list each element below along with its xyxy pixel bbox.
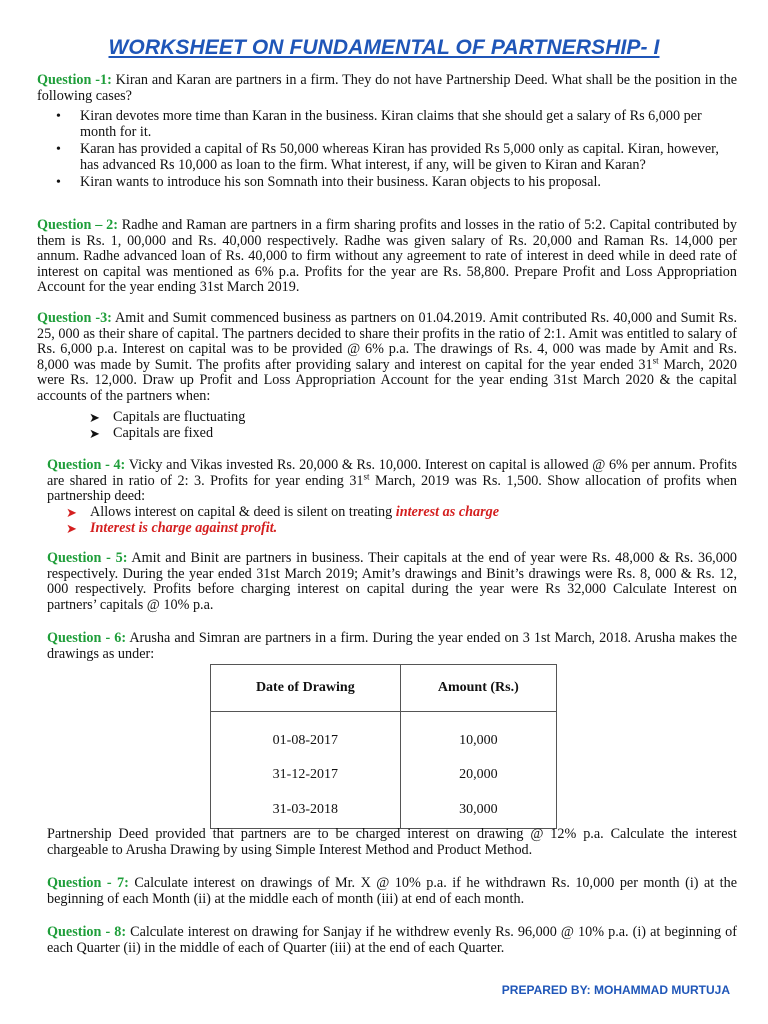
- question-3-text-a: Amit and Sumit commenced business as partners on 01.04.2019. Amit contributed Rs. 40,000 and Sumit Rs. 25, 000 as their share of capital. The partners decided to share their profits in the ratio of 2:1. Amit was entitled to salary of Rs. 6,000 p.a. Interest on capital was to be provided @ 6% p.a. The drawings of Rs. 4, 000 was made by Amit and Rs. 8,000 was made by Sumit. The profits after providing salary and interest on capital for the year ended 31: [37, 310, 737, 373]
- question-5-label: Question - 5:: [47, 550, 128, 566]
- question-2-label: Question – 2:: [37, 217, 118, 233]
- question-7-text: Calculate interest on drawings of Mr. X @ 10% p.a. if he withdrawn Rs. 10,000 per month (i) at the beginning of each Month (ii) at the middle each of month (iii) at end of each month.: [47, 875, 738, 907]
- question-2-text: Radhe and Raman are partners in a firm sharing profits and losses in the ratio of 5:2. Capital contributed by them is Rs. 1, 00,000 and Rs. 40,000 respectively. Radhe was given salary of Rs. 20,000 and Raman Rs. 14,000 per annum. Radhe advanced loan of Rs. 40,000 to firm without any agreement to rate of interest in deed while in deed rate of interest on capital was mentioned as 6% p.a. Profits for the year are Rs. 58,800. Prepare Profit and Loss Appropriation Account for the year ending 31st March 2019.: [37, 217, 738, 296]
- question-7-label: Question - 7:: [47, 875, 129, 891]
- question-3-sup: st: [652, 355, 659, 366]
- question-4-sup: st: [363, 470, 370, 481]
- list-item: [66, 519, 499, 537]
- arrow-icon: ➤: [89, 425, 100, 441]
- question-5-text: Amit and Binit are partners in business. Their capitals at the end of year were Rs. 48,000 & Rs. 36,000 respectively. During the year ended 31st March 2019; Amit’s drawings and Binit’s drawings were Rs. 8, 000 & Rs. 12, 000 respectively. Profits before charging interest on capital during the year were Rs 32,000 Calculate Interest on partners’ capitals @ 10% p.a.: [47, 550, 738, 613]
- page-title: WORKSHEET ON FUNDAMENTAL OF PARTNERSHIP- I: [108, 36, 660, 59]
- list-item-text: Interest is charge against profit.: [90, 519, 278, 536]
- question-4-text-b: March, 2019 was Rs. 1,500. Show allocation of profits when partnership deed:: [47, 472, 737, 505]
- list-item: [66, 504, 500, 521]
- arrow-icon: ➤: [66, 505, 77, 520]
- question-3-text-b: March, 2020 were Rs. 12,000. Draw up Profit and Loss Appropriation Account for the year ending 31st March 2020 & the capital accounts of the partners when:: [37, 356, 737, 404]
- question-3: [37, 311, 737, 405]
- table-cell-amount: 30,000: [400, 792, 556, 829]
- question-8: [47, 925, 737, 956]
- table-cell-amount: 20,000: [400, 758, 556, 792]
- arrow-icon: ➤: [66, 520, 77, 536]
- table-cell-date: 31-03-2018: [211, 792, 401, 829]
- list-item-text: Capitals are fluctuating: [113, 409, 246, 425]
- column-header-amount: Amount (Rs.): [400, 665, 556, 712]
- list-item: • Kiran devotes more time than Karan in the business. Kiran claims that she should get a salary of Rs 6,000 per month for it.: [80, 109, 720, 140]
- question-1-text: Kiran and Karan are partners in a firm. They do not have Partnership Deed. What shall be the position in the following cases?: [37, 72, 738, 104]
- footer-credit: PREPARED BY: MOHAMMAD MURTUJA: [501, 983, 730, 997]
- question-8-text: Calculate interest on drawing for Sanjay if he withdrew evenly Rs. 96,000 @ 10% p.a. (i) at beginning of each Quarter (ii) in the middle of each of Quarter (iii) at the end of each Quarter.: [47, 924, 737, 956]
- table-row: [211, 758, 557, 792]
- question-1-bullets: [80, 109, 720, 193]
- list-item-text: Capitals are fixed: [113, 424, 214, 441]
- list-item: [89, 424, 245, 442]
- question-4: [47, 458, 737, 505]
- question-1-label: Question -1:: [37, 72, 112, 88]
- question-1: [37, 73, 737, 104]
- question-3-label: Question -3:: [37, 310, 112, 326]
- question-2: [37, 218, 737, 296]
- drawings-table: [210, 664, 557, 829]
- question-7: [47, 876, 737, 907]
- question-6-label: Question - 6:: [47, 630, 127, 646]
- question-6: [47, 631, 737, 662]
- question-4-label: Question - 4:: [47, 457, 126, 473]
- arrow-icon: ➤: [89, 410, 100, 425]
- question-6-after: Partnership Deed provided that partners are to be charged interest on drawing @ 12% p.a. Calculate the interest chargeable to Arusha Drawing by using Simple Interest Method and Product Method.: [47, 826, 737, 858]
- highlight-text: interest as charge: [395, 504, 500, 520]
- question-6-text: Arusha and Simran are partners in a firm. During the year ended on 3 1st March, 2018. Arusha makes the drawings as under:: [47, 630, 737, 662]
- question-4-items: [66, 504, 500, 536]
- list-item: [89, 409, 246, 426]
- table-row: [211, 792, 557, 829]
- table-cell-amount: 10,000: [400, 724, 556, 758]
- question-4-text-a: Vicky and Vikas invested Rs. 20,000 & Rs. 10,000. Interest on capital is allowed @ 6% per annum. Profits are shared in ratio of 2: 3. Profits for year ending 31: [47, 457, 738, 489]
- column-header-date: Date of Drawing: [211, 665, 401, 712]
- question-3-items: [89, 409, 246, 441]
- table-row: [211, 724, 557, 758]
- list-item: • Kiran wants to introduce his son Somnath into their business. Karan objects to his proposal.: [80, 175, 720, 191]
- list-item-text: Allows interest on capital & deed is silent on treating: [90, 504, 396, 520]
- table-cell-date: 01-08-2017: [211, 724, 401, 758]
- question-5: [47, 551, 737, 613]
- table-cell-date: 31-12-2017: [211, 758, 401, 792]
- list-item: • Karan has provided a capital of Rs 50,000 whereas Kiran has provided Rs 5,000 only as capital. Kiran, however, has advanced Rs 10,000 as loan to the firm. What interest, if any, will be given to Kiran and Karan?: [80, 142, 720, 173]
- question-8-label: Question - 8:: [47, 924, 127, 940]
